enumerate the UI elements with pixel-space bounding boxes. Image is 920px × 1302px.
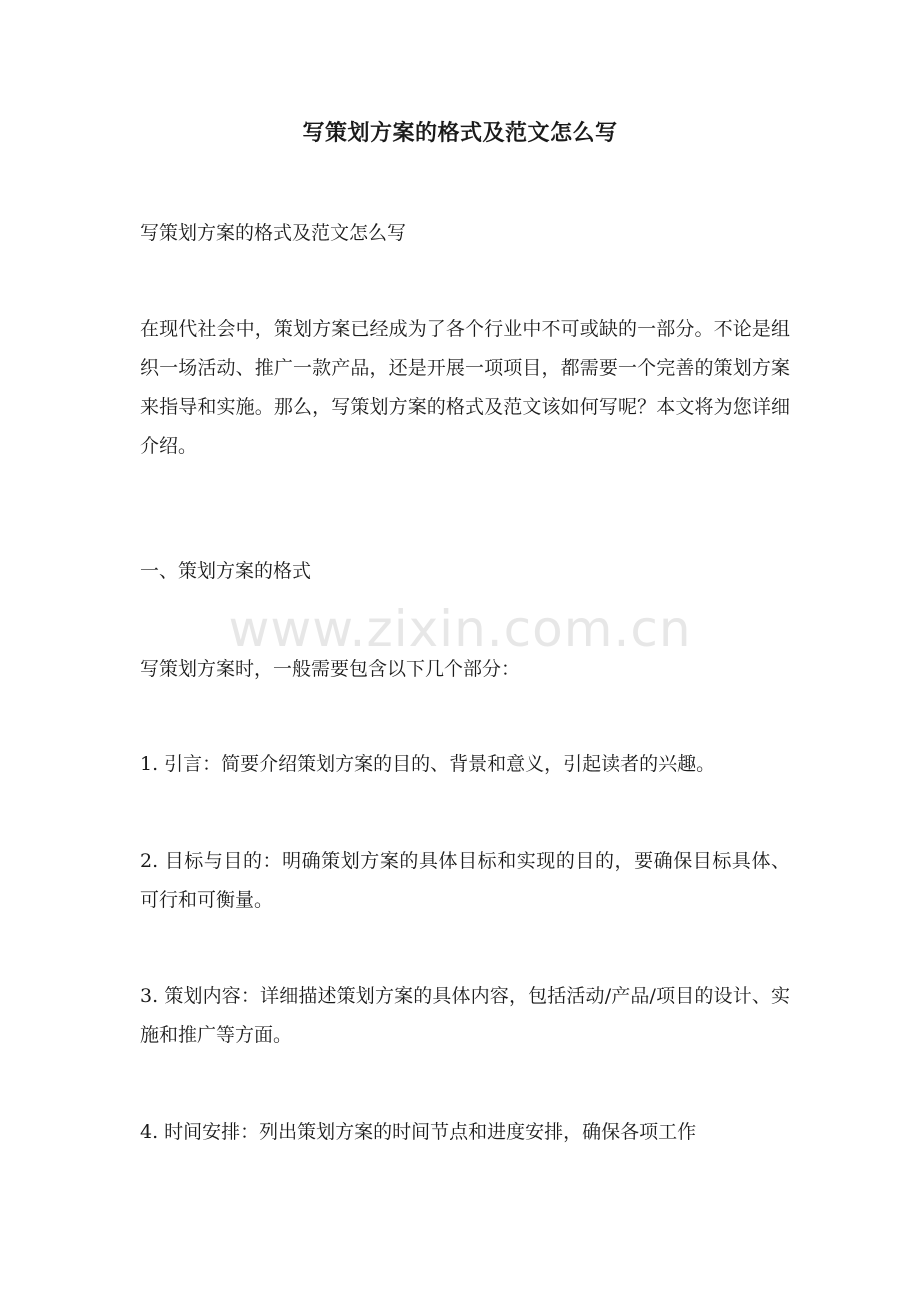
intro-paragraph: 在现代社会中，策划方案已经成为了各个行业中不可或缺的一部分。不论是组织一场活动、推广一款产品，还是开展一项项目，都需要一个完善的策划方案来指导和实施。那么，写策划方案的格式及范文该如何写呢？本文将为您详细介绍。	[140, 318, 790, 457]
list-item-introduction: 1. 引言：简要介绍策划方案的目的、背景和意义，引起读者的兴趣。	[140, 753, 716, 775]
subtitle-paragraph: 写策划方案的格式及范文怎么写	[140, 222, 407, 244]
section-intro-paragraph: 写策划方案时，一般需要包含以下几个部分：	[140, 658, 521, 680]
document-title: 写策划方案的格式及范文怎么写	[302, 120, 618, 146]
list-item-schedule: 4. 时间安排：列出策划方案的时间节点和进度安排，确保各项工作	[140, 1121, 697, 1143]
section-heading: 一、策划方案的格式	[140, 560, 312, 582]
watermark-text: www.zixin.com.cn	[228, 600, 692, 658]
list-item-content: 3. 策划内容：详细描述策划方案的具体内容，包括活动/产品/项目的设计、实施和推广等方面。	[140, 985, 790, 1046]
list-item-goals: 2. 目标与目的：明确策划方案的具体目标和实现的目的，要确保目标具体、可行和可衡量。	[140, 850, 790, 911]
